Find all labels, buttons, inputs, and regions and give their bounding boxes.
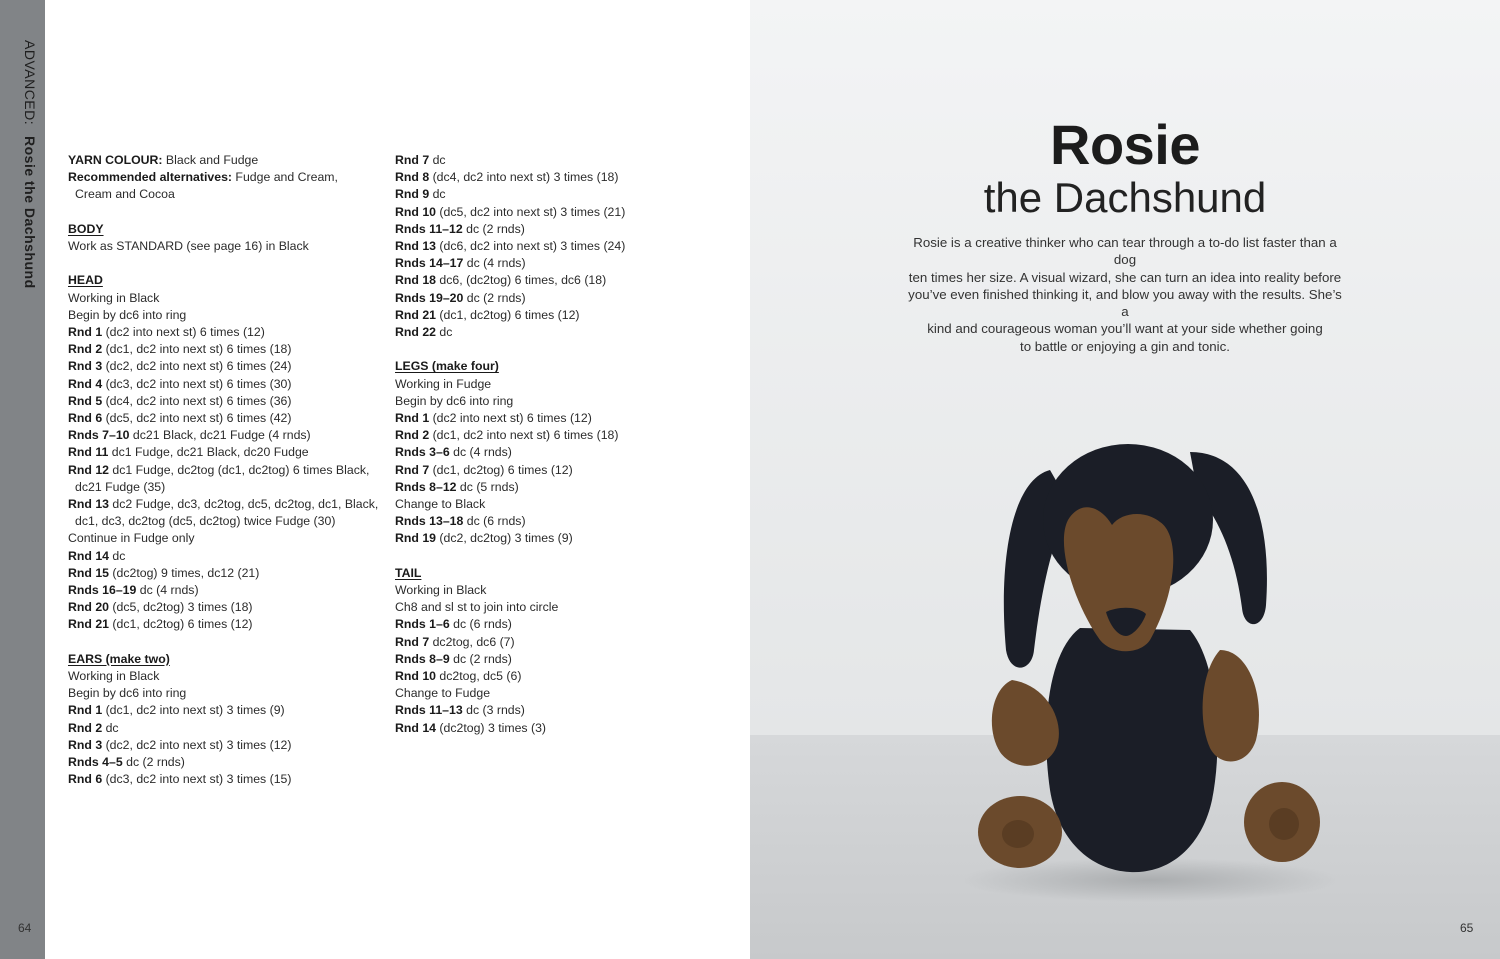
round-label: Rnd 6 [68,411,103,426]
round-label: Rnds 1–6 [395,617,450,632]
pattern-line [68,754,378,771]
running-head-section: ADVANCED: [22,40,38,126]
round-label: Rnds 14–17 [395,256,464,271]
pattern-line [68,152,378,169]
pattern-line [395,720,725,737]
round-label: Rnd 10 [395,669,436,684]
instruction-text: (dc1, dc2 into next st) 3 times (9) [102,703,285,718]
round-label: Rnds 16–19 [68,583,137,598]
instruction-text: Working in Black [395,583,487,598]
round-label: Rnds 19–20 [395,290,464,305]
dog-left-foot-center [1002,820,1034,848]
instruction-text: dc [109,548,126,563]
instruction-text: dc (2 rnds) [449,651,512,666]
round-label: Rnd 6 [68,772,103,787]
pattern-line [68,186,378,203]
pattern-line [68,410,378,427]
pattern-line [395,582,725,599]
round-label: Rnd 22 [395,325,436,340]
round-label: Rnds 7–10 [68,428,130,443]
spacer [68,204,378,221]
pattern-line [395,272,725,289]
instruction-text: Ch8 and sl st to join into circle [395,600,559,615]
intro-line: ten times her size. A visual wizard, she can turn an idea into reality before [908,269,1342,285]
right-page [750,0,1500,959]
pattern-line [68,307,378,324]
round-label: Rnd 1 [68,325,103,339]
round-label: Rnd 14 [395,720,436,735]
pattern-line [68,616,378,633]
section-heading-text: LEGS (make four) [395,359,499,374]
pattern-line [395,255,725,272]
instruction-text: (dc2, dc2 into next st) 3 times (12) [102,737,292,752]
pattern-line [395,599,725,616]
pattern-line [395,290,725,307]
instruction-text: (dc5, dc2 into next st) 6 times (42) [102,411,292,426]
round-label: Rnd 3 [68,737,103,752]
instruction-text: (dc2tog) 3 times (3) [436,720,547,735]
instruction-text: dc (4 rnds) [136,583,199,598]
instruction-text: dc2tog, dc6 (7) [429,634,515,649]
pattern-column-1 [68,152,378,788]
instruction-text: dc2 Fudge, dc3, dc2tog, dc5, dc2tog, dc1, Black, [109,497,379,512]
pattern-line [395,204,725,221]
pattern-line [395,169,725,186]
instruction-text: Working in Black [68,669,160,684]
pattern-line [68,238,378,255]
pattern-line [68,462,378,479]
instruction-text: (dc2, dc2 into next st) 6 times (24) [102,359,292,374]
instruction-text: dc (2 rnds) [463,290,526,305]
running-head-title: Rosie the Dachshund [22,135,38,289]
instruction-text: dc1 Fudge, dc2tog (dc1, dc2tog) 6 times Black, [109,462,370,477]
pattern-column-2 [395,152,725,737]
instruction-text: dc2tog, dc5 (6) [436,669,522,684]
pattern-line [68,444,378,461]
round-label: Rnd 8 [395,170,430,185]
round-label: Rnd 7 [395,153,430,167]
pattern-line [395,513,725,530]
round-label: Rnd 21 [395,307,436,322]
pattern-line [395,221,725,238]
pattern-line [68,479,378,496]
pattern-line [395,685,725,702]
instruction-text: (dc5, dc2 into next st) 3 times (21) [436,204,626,219]
instruction-text: (dc2 into next st) 6 times (12) [102,325,265,339]
pattern-line [68,685,378,702]
pattern-line [395,530,725,547]
round-label: Rnd 2 [68,720,103,735]
title: Rosie [1050,113,1200,176]
pattern-line [68,290,378,307]
instruction-text: Change to Fudge [395,686,491,701]
pattern-line [395,238,725,255]
instruction-text: dc6, (dc2tog) 6 times, dc6 (18) [436,273,607,288]
pattern-line [68,771,378,788]
instruction-text: Change to Black [395,497,486,512]
round-label: Rnd 13 [68,497,109,512]
section-heading-text: HEAD [68,273,103,288]
instruction-text: Begin by dc6 into ring [68,307,187,322]
round-label: Rnd 19 [395,531,436,546]
round-label: Rnd 11 [68,445,109,460]
instruction-text: Working in Fudge [395,376,492,391]
instruction-text: dc1, dc3, dc2tog (dc5, dc2tog) twice Fudge (30) [75,514,336,529]
round-label: Rnds 3–6 [395,445,450,460]
pattern-line [395,376,725,393]
pattern-line [68,737,378,754]
spacer [68,255,378,272]
pattern-line [395,307,725,324]
pattern-line [68,548,378,565]
section-heading [395,565,725,582]
instruction-text: Working in Black [68,290,160,305]
pattern-line [395,427,725,444]
pattern-line [395,702,725,719]
dog-right-foot-center [1269,808,1299,840]
pattern-line [395,479,725,496]
round-label: Rnd 12 [68,462,109,477]
round-label: Rnds 11–13 [395,703,463,718]
round-label: Rnd 18 [395,273,436,288]
instruction-text: dc (6 rnds) [449,617,512,632]
section-heading [68,651,378,668]
pattern-line [68,427,378,444]
round-label: Rnd 2 [68,342,103,357]
intro-line: you’ve even finished thinking it, and blow you away with the results. She’s a [908,286,1342,320]
instruction-text: dc (3 rnds) [462,703,525,718]
pattern-line [68,393,378,410]
instruction-text: dc (2 rnds) [122,755,185,770]
round-label: Rnd 20 [68,600,109,615]
pattern-line [68,582,378,599]
spacer [395,548,725,565]
pattern-line [68,668,378,685]
pattern-line [395,444,725,461]
instruction-text: dc (2 rnds) [462,221,525,236]
instruction-text: Fudge and Cream, [232,170,338,185]
instruction-text: dc21 Fudge (35) [75,479,166,494]
round-label: Recommended alternatives: [68,170,233,185]
round-label: Rnd 13 [395,239,436,254]
pattern-line [395,324,725,341]
pattern-line [395,496,725,513]
round-label: Rnd 3 [68,359,103,374]
instruction-text: (dc1, dc2tog) 6 times (12) [109,617,253,632]
section-heading-text: TAIL [395,565,422,580]
spacer [395,341,725,358]
page-number-right: 65 [1460,921,1474,935]
instruction-text: (dc3, dc2 into next st) 3 times (15) [102,772,292,787]
section-heading [68,221,378,238]
section-heading-text: BODY [68,221,104,236]
instruction-text: dc [102,720,119,735]
instruction-text: (dc2 into next st) 6 times (12) [429,411,592,426]
instruction-text: dc21 Black, dc21 Fudge (4 rnds) [129,428,311,443]
round-label: Rnd 7 [395,462,430,477]
instruction-text: Continue in Fudge only [68,531,195,546]
instruction-text: dc [429,187,446,202]
instruction-text: dc [429,153,446,167]
pattern-line [68,376,378,393]
instruction-text: Begin by dc6 into ring [68,686,187,701]
instruction-text: (dc1, dc2tog) 6 times (12) [436,307,580,322]
pattern-line [395,186,725,203]
instruction-text: dc1 Fudge, dc21 Black, dc20 Fudge [108,445,309,460]
running-head [8,40,38,289]
pattern-line [68,530,378,547]
intro-text [905,234,1345,355]
round-label: Rnds 4–5 [68,755,123,770]
round-label: Rnd 21 [68,617,109,632]
round-label: Rnds 11–12 [395,221,463,236]
subtitle: the Dachshund [983,174,1267,221]
instruction-text: (dc4, dc2 into next st) 6 times (36) [102,393,292,408]
pattern-line [68,720,378,737]
round-label: Rnd 10 [395,204,436,219]
instruction-text: Begin by dc6 into ring [395,393,514,408]
pattern-line [395,668,725,685]
intro-line: to battle or enjoying a gin and tonic. [1020,338,1230,354]
dog-body [1046,628,1217,872]
intro-line: Rosie is a creative thinker who can tear through a to-do list faster than a dog [913,235,1337,268]
instruction-text: (dc2, dc2tog) 3 times (9) [436,531,573,546]
round-label: Rnd 7 [395,634,430,649]
round-label: Rnd 5 [68,393,103,408]
intro-line: kind and courageous woman you’ll want at your side whether going [927,321,1323,337]
instruction-text: dc (6 rnds) [463,514,526,529]
instruction-text: Cream and Cocoa [75,187,175,202]
section-heading [395,358,725,375]
pattern-line [68,324,378,341]
instruction-text: dc (5 rnds) [456,479,519,494]
pattern-line [68,513,378,530]
instruction-text: (dc1, dc2 into next st) 6 times (18) [102,342,292,357]
round-label: YARN COLOUR: [68,153,163,167]
round-label: Rnds 13–18 [395,514,464,529]
round-label: Rnd 1 [395,411,430,426]
instruction-text: (dc1, dc2tog) 6 times (12) [429,462,573,477]
pattern-line [395,393,725,410]
round-label: Rnd 1 [68,703,103,718]
instruction-text: (dc3, dc2 into next st) 6 times (30) [102,376,292,391]
pattern-line [68,599,378,616]
instruction-text: dc (4 rnds) [463,256,526,271]
pattern-line [68,169,378,186]
round-label: Rnd 9 [395,187,430,202]
section-heading [68,272,378,289]
pattern-line [68,565,378,582]
pattern-line [395,410,725,427]
section-heading-text: EARS (make two) [68,651,170,666]
instruction-text: (dc4, dc2 into next st) 3 times (18) [429,170,619,185]
pattern-line [68,702,378,719]
pattern-line [395,616,725,633]
page-number-left: 64 [18,921,32,935]
instruction-text: (dc5, dc2tog) 3 times (18) [109,600,253,615]
pattern-line [395,152,725,169]
pattern-line [68,496,378,513]
instruction-text: (dc2tog) 9 times, dc12 (21) [109,565,260,580]
round-label: Rnd 14 [68,548,109,563]
spacer [68,634,378,651]
instruction-text: (dc6, dc2 into next st) 3 times (24) [436,239,626,254]
instruction-text: Work as STANDARD (see page 16) in Black [68,239,309,253]
round-label: Rnd 15 [68,565,109,580]
instruction-text: dc [436,325,453,340]
pattern-line [395,651,725,668]
round-label: Rnds 8–9 [395,651,450,666]
round-label: Rnds 8–12 [395,479,457,494]
pattern-line [395,462,725,479]
pattern-line [395,634,725,651]
pattern-line [68,341,378,358]
instruction-text: dc (4 rnds) [449,445,512,460]
instruction-text: (dc1, dc2 into next st) 6 times (18) [429,428,619,443]
round-label: Rnd 4 [68,376,103,391]
instruction-text: Black and Fudge [162,153,259,167]
round-label: Rnd 2 [395,428,430,443]
title-block [750,112,1500,222]
pattern-line [68,358,378,375]
